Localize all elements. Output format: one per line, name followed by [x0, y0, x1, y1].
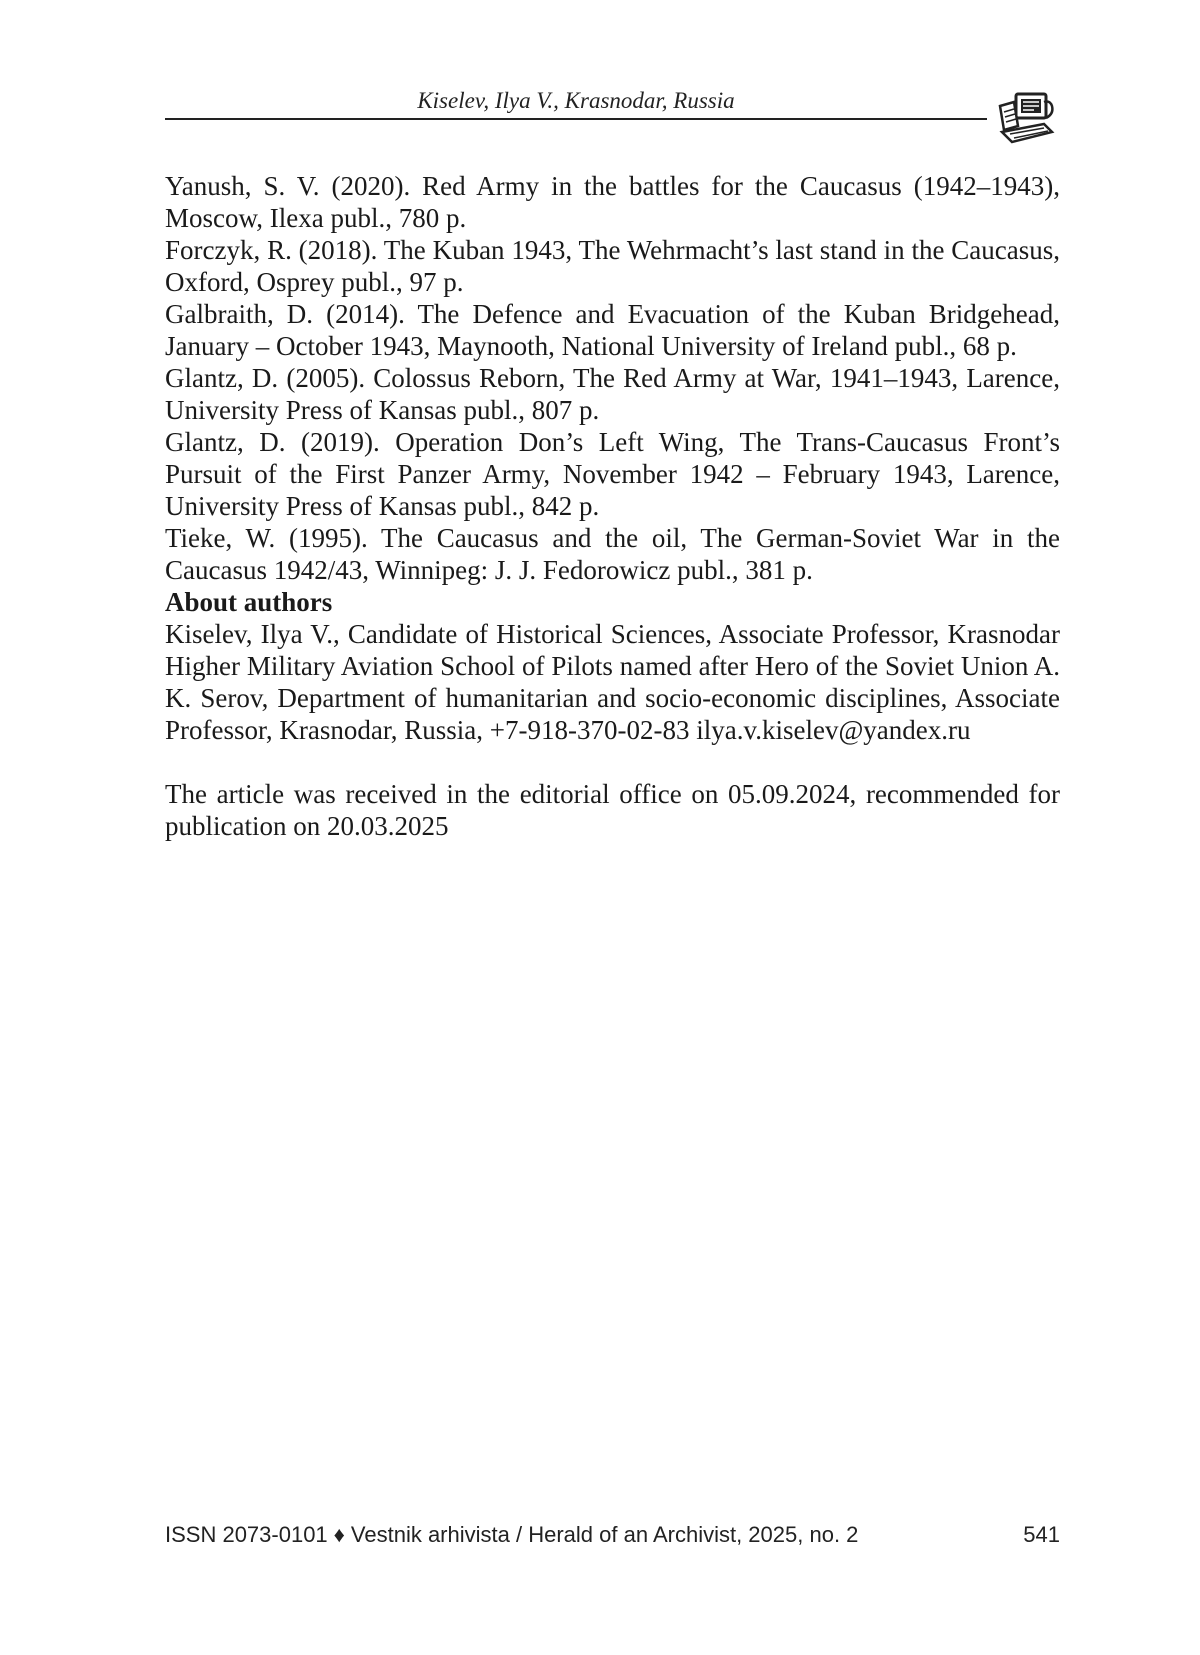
received-note: The article was received in the editorial office on 05.09.2024, recommended for publication on 20.03.2025: [165, 779, 1060, 841]
page-content: [165, 170, 1060, 842]
running-title: Kiselev, Ilya V., Krasnodar, Russia: [417, 88, 735, 113]
archive-computer-icon: [994, 88, 1058, 148]
reference-entry: Glantz, D. (2005). Colossus Reborn, The Red Army at War, 1941–1943, Larence, University Press of Kansas publ., 807 p.: [165, 363, 1060, 425]
about-authors-heading: About authors: [165, 587, 333, 617]
running-header: [165, 84, 987, 120]
reference-entry: Forczyk, R. (2018). The Kuban 1943, The Wehrmacht’s last stand in the Caucasus, Oxford, Osprey publ., 97 p.: [165, 235, 1060, 297]
footer-issn: ISSN 2073-0101: [165, 1522, 328, 1547]
reference-entry: Yanush, S. V. (2020). Red Army in the battles for the Caucasus (1942–1943), Moscow, Ilexa publ., 780 p.: [165, 171, 1060, 233]
reference-entry: Galbraith, D. (2014). The Defence and Evacuation of the Kuban Bridgehead, January – October 1943, Maynooth, National University of Ireland publ., 68 p.: [165, 299, 1060, 361]
diamond-separator-icon: ♦: [333, 1522, 345, 1547]
footer-journal-title: Vestnik arhivista / Herald of an Archivist, 2025, no. 2: [350, 1522, 859, 1547]
footer-journal-info: [165, 1520, 858, 1550]
author-info: Kiselev, Ilya V., Candidate of Historical Sciences, Associate Professor, Krasnodar Higher Military Aviation School of Pilots named after Hero of the Soviet Union A. K. Serov, Department of humanitarian and socio-economic disciplines, Associate Professor, Krasnodar, Russia, +7-918-370-02-83 ilya.v.kiselev@yandex.ru: [165, 619, 1060, 745]
page-number: 541: [1023, 1522, 1060, 1547]
reference-entry: Tieke, W. (1995). The Caucasus and the oil, The German-Soviet War in the Caucasus 1942/43, Winnipeg: J. J. Fedorowicz publ., 381 p.: [165, 523, 1060, 585]
page-footer: [165, 1520, 1060, 1550]
reference-entry: Glantz, D. (2019). Operation Don’s Left Wing, The Trans-Caucasus Front’s Pursuit of the First Panzer Army, November 1942 – February 1943, Larence, University Press of Kansas publ., 842 p.: [165, 427, 1060, 521]
